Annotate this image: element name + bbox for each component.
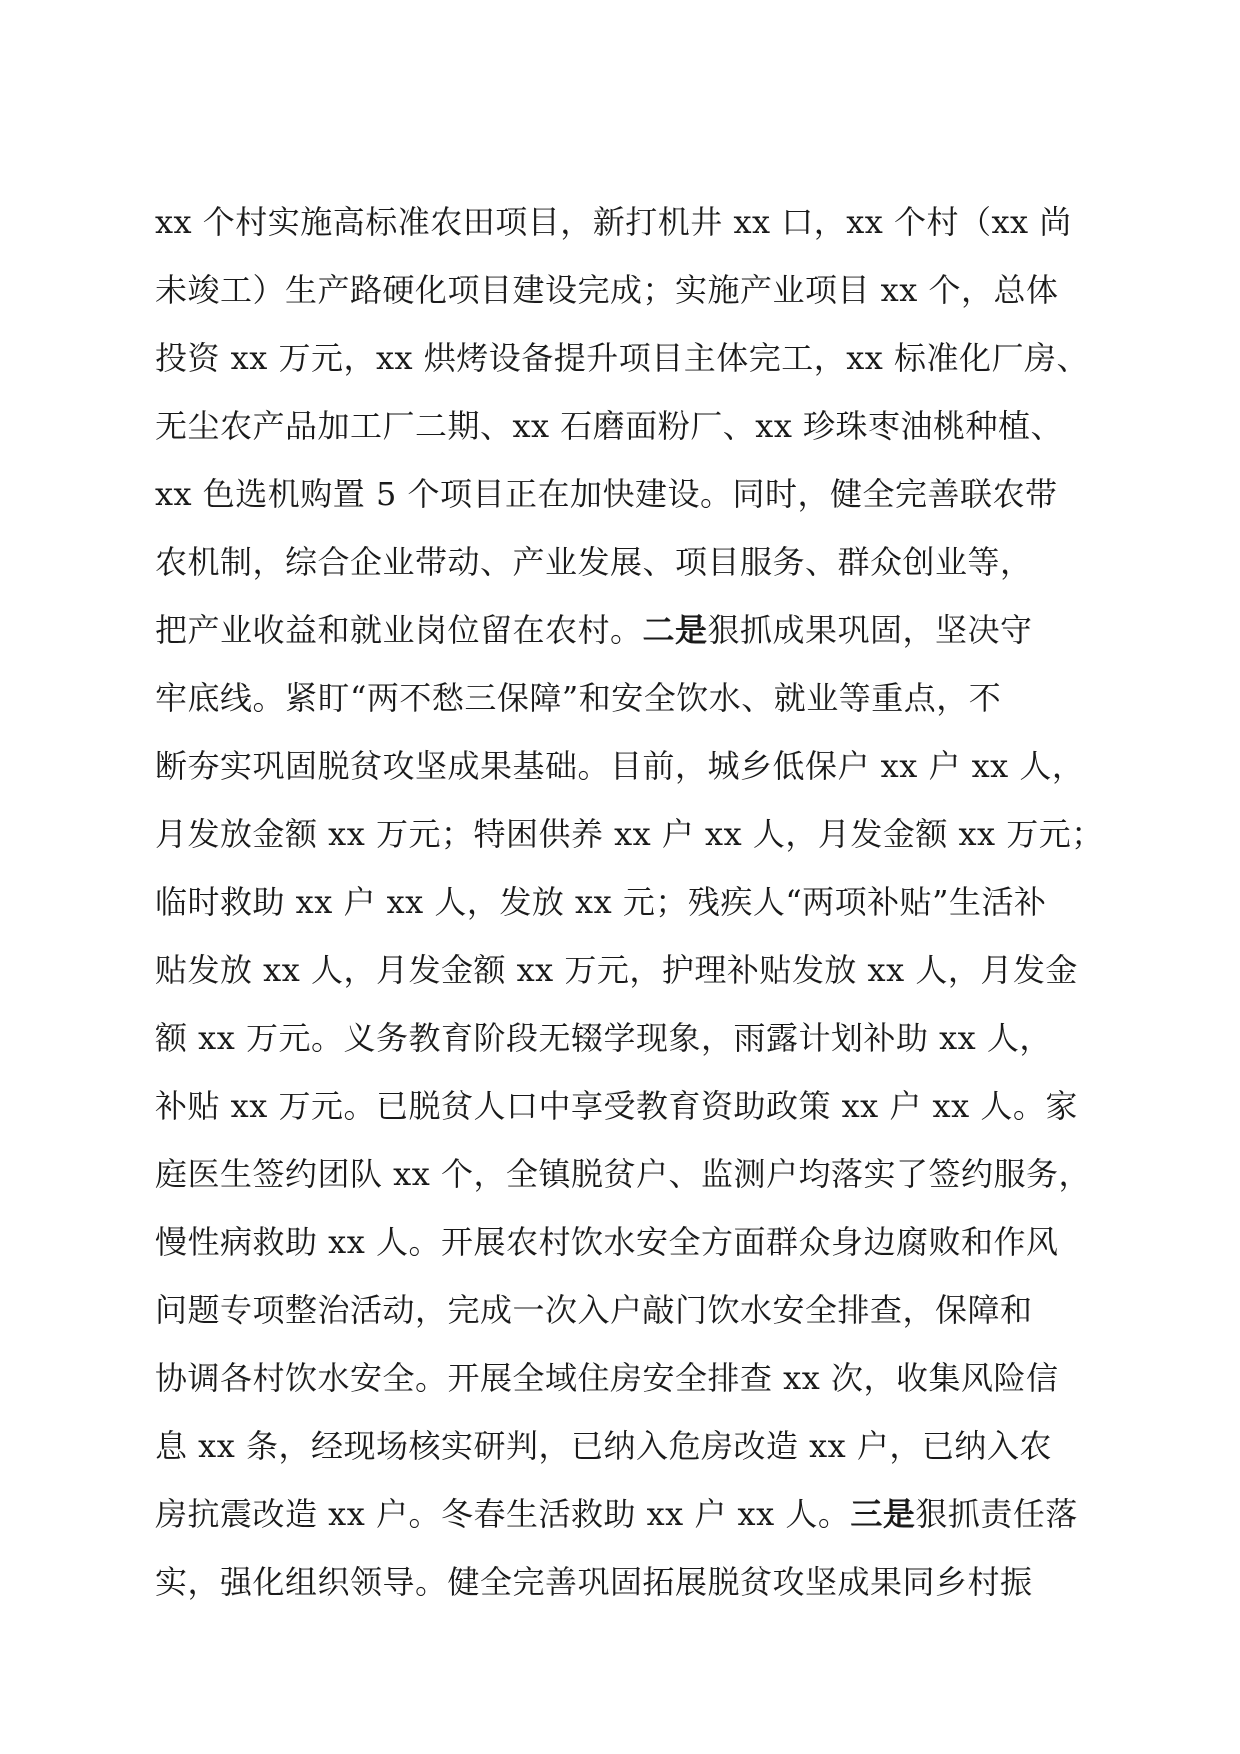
text-line bbox=[155, 596, 1115, 664]
text-segment: 狠抓成果巩固，坚决守 bbox=[707, 611, 1033, 649]
text-line: 贴发放 xx 人，月发金额 xx 万元，护理补贴发放 xx 人，月发金 bbox=[155, 951, 1078, 989]
text-line: 断夯实巩固脱贫攻坚成果基础。目前，城乡低保户 xx 户 xx 人， bbox=[155, 747, 1085, 785]
text-line: 农机制，综合企业带动、产业发展、项目服务、群众创业等， bbox=[155, 543, 1033, 581]
text-line: 补贴 xx 万元。已脱贫人口中享受教育资助政策 xx 户 xx 人。家 bbox=[155, 1087, 1078, 1125]
text-line: xx 个村实施高标准农田项目，新打机井 xx 口，xx 个村（xx 尚 bbox=[155, 203, 1072, 241]
text-line: 庭医生签约团队 xx 个，全镇脱贫户、监测户均落实了签约服务， bbox=[155, 1155, 1091, 1193]
text-segment: 狠抓责任落 bbox=[915, 1495, 1078, 1533]
text-line: 息 xx 条，经现场核实研判，已纳入危房改造 xx 户，已纳入农 bbox=[155, 1427, 1052, 1465]
bold-marker-second: 二是 bbox=[642, 611, 708, 649]
text-line: xx 色选机购置 5 个项目正在加快建设。同时，健全完善联农带 bbox=[155, 475, 1058, 513]
text-line: 临时救助 xx 户 xx 人，发放 xx 元；残疾人“两项补贴”生活补 bbox=[155, 883, 1047, 921]
bold-marker-third: 三是 bbox=[850, 1495, 916, 1533]
text-line: 投资 xx 万元，xx 烘烤设备提升项目主体完工，xx 标准化厂房、 bbox=[155, 339, 1089, 377]
text-line: 实，强化组织领导。健全完善巩固拓展脱贫攻坚成果同乡村振 bbox=[155, 1563, 1033, 1601]
text-line: 未竣工）生产路硬化项目建设完成；实施产业项目 xx 个，总体 bbox=[155, 271, 1059, 309]
text-line: 额 xx 万元。义务教育阶段无辍学现象，雨露计划补助 xx 人， bbox=[155, 1019, 1052, 1057]
body-text bbox=[155, 188, 1115, 1616]
text-line: 问题专项整治活动，完成一次入户敲门饮水安全排查，保障和 bbox=[155, 1291, 1033, 1329]
text-line: 慢性病救助 xx 人。开展农村饮水安全方面群众身边腐败和作风 bbox=[155, 1223, 1059, 1261]
text-line: 协调各村饮水安全。开展全域住房安全排查 xx 次，收集风险信 bbox=[155, 1359, 1059, 1397]
text-segment: 房抗震改造 xx 户。冬春生活救助 xx 户 xx 人。 bbox=[155, 1495, 851, 1533]
text-segment: 把产业收益和就业岗位留在农村。 bbox=[155, 611, 643, 649]
text-line: 月发放金额 xx 万元；特困供养 xx 户 xx 人，月发金额 xx 万元； bbox=[155, 815, 1104, 853]
text-line bbox=[155, 1480, 1115, 1548]
text-line: 无尘农产品加工厂二期、xx 石磨面粉厂、xx 珍珠枣油桃种植、 bbox=[155, 407, 1064, 445]
text-line: 牢底线。紧盯“两不愁三保障”和安全饮水、就业等重点，不 bbox=[155, 679, 1002, 717]
